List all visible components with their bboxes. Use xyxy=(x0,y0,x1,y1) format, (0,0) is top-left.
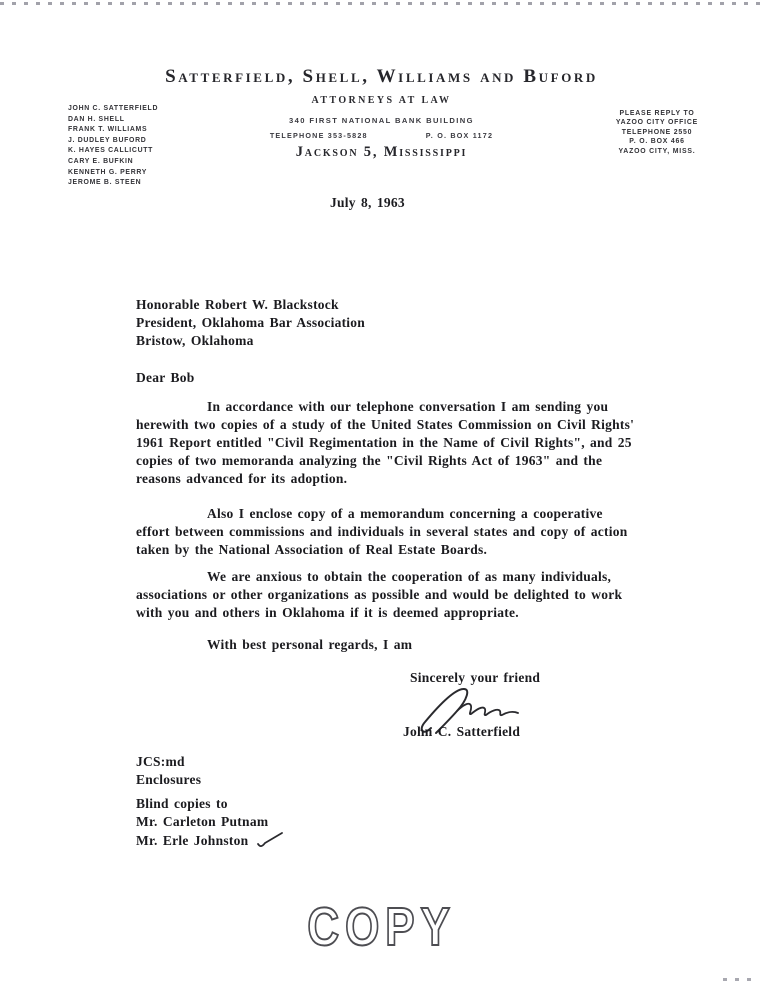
body-paragraph: Also I enclose copy of a memorandum concerning a cooperative effort between commissions and individuals in several states and copy of action taken by the National Association of Real Estate Boards. xyxy=(136,506,628,557)
checkmark-icon xyxy=(256,831,284,848)
attorney-name: CARY E. BUFKIN xyxy=(68,157,134,165)
blind-copies-block xyxy=(136,795,284,850)
firm-subtitle: ATTORNEYS AT LAW xyxy=(311,95,452,106)
attorney-name: DAN H. SHELL xyxy=(68,115,125,123)
reply-to-line: PLEASE REPLY TO xyxy=(619,110,695,117)
recipient-line: President, Oklahoma Bar Association xyxy=(136,315,366,330)
firm-po-box: P. O. BOX 1172 xyxy=(425,131,494,140)
attorneys-list xyxy=(68,104,198,189)
firm-city: Jackson 5, Mississippi xyxy=(295,144,468,160)
attorney-name: J. DUDLEY BUFORD xyxy=(68,136,147,144)
typist-initials: JCS:md xyxy=(136,754,185,769)
recipient-block xyxy=(136,296,365,350)
closing-line: With best personal regards, I am xyxy=(207,637,413,652)
enclosures-note: Enclosures xyxy=(136,772,202,787)
signer-name: John C. Satterfield xyxy=(403,724,521,739)
complimentary-close: Sincerely your friend xyxy=(410,670,541,685)
attorney-name: KENNETH G. PERRY xyxy=(68,168,148,176)
attorney-name: K. HAYES CALLICUTT xyxy=(68,147,154,155)
body-paragraph: We are anxious to obtain the cooperation of as many individuals, associations or other organizations as possible and would be delighted to work with you and others in Oklahoma if it is deemed appropriate. xyxy=(136,569,623,620)
firm-telephone: TELEPHONE 353-5828 xyxy=(269,131,368,140)
scan-dotted-border-top xyxy=(0,2,763,5)
date-line: July 8, 1963 xyxy=(330,195,405,210)
attorney-name: JEROME B. STEEN xyxy=(68,179,142,187)
reply-to-line: YAZOO CITY OFFICE xyxy=(615,119,699,127)
reference-block xyxy=(136,753,201,789)
body-paragraph: In accordance with our telephone conversation I am sending you herewith two copies of a study of the United States Commission on Civil Rights' 1961 Report entitled "Civil Regimentation in the Name of Civil Rights", and 25 copies of two memoranda analyzing the "Civil Rights Act of 1963" and the reasons advanced for its adoption. xyxy=(136,399,635,486)
firm-address: 340 FIRST NATIONAL BANK BUILDING xyxy=(288,116,474,125)
reply-to-line: TELEPHONE 2550 xyxy=(621,128,693,136)
attorney-name: JOHN C. SATTERFIELD xyxy=(68,105,159,112)
blind-copy-recipient: Mr. Carleton Putnam xyxy=(136,814,269,829)
attorney-name: FRANK T. WILLIAMS xyxy=(68,126,148,134)
salutation: Dear Bob xyxy=(136,370,195,385)
reply-to-line: YAZOO CITY, MISS. xyxy=(618,147,696,155)
scan-dotted-border-bottom xyxy=(723,978,757,981)
reply-to-line: P. O. BOX 466 xyxy=(629,138,685,146)
copy-stamp: COPY xyxy=(307,897,456,957)
recipient-line: Honorable Robert W. Blackstock xyxy=(136,297,339,312)
firm-name: Satterfield, Shell, Williams and Buford xyxy=(165,66,598,87)
blind-copies-label: Blind copies to xyxy=(136,796,228,811)
blind-copy-recipient: Mr. Erle Johnston xyxy=(136,831,284,850)
reply-to-block xyxy=(592,109,722,156)
recipient-line: Bristow, Oklahoma xyxy=(136,333,254,348)
